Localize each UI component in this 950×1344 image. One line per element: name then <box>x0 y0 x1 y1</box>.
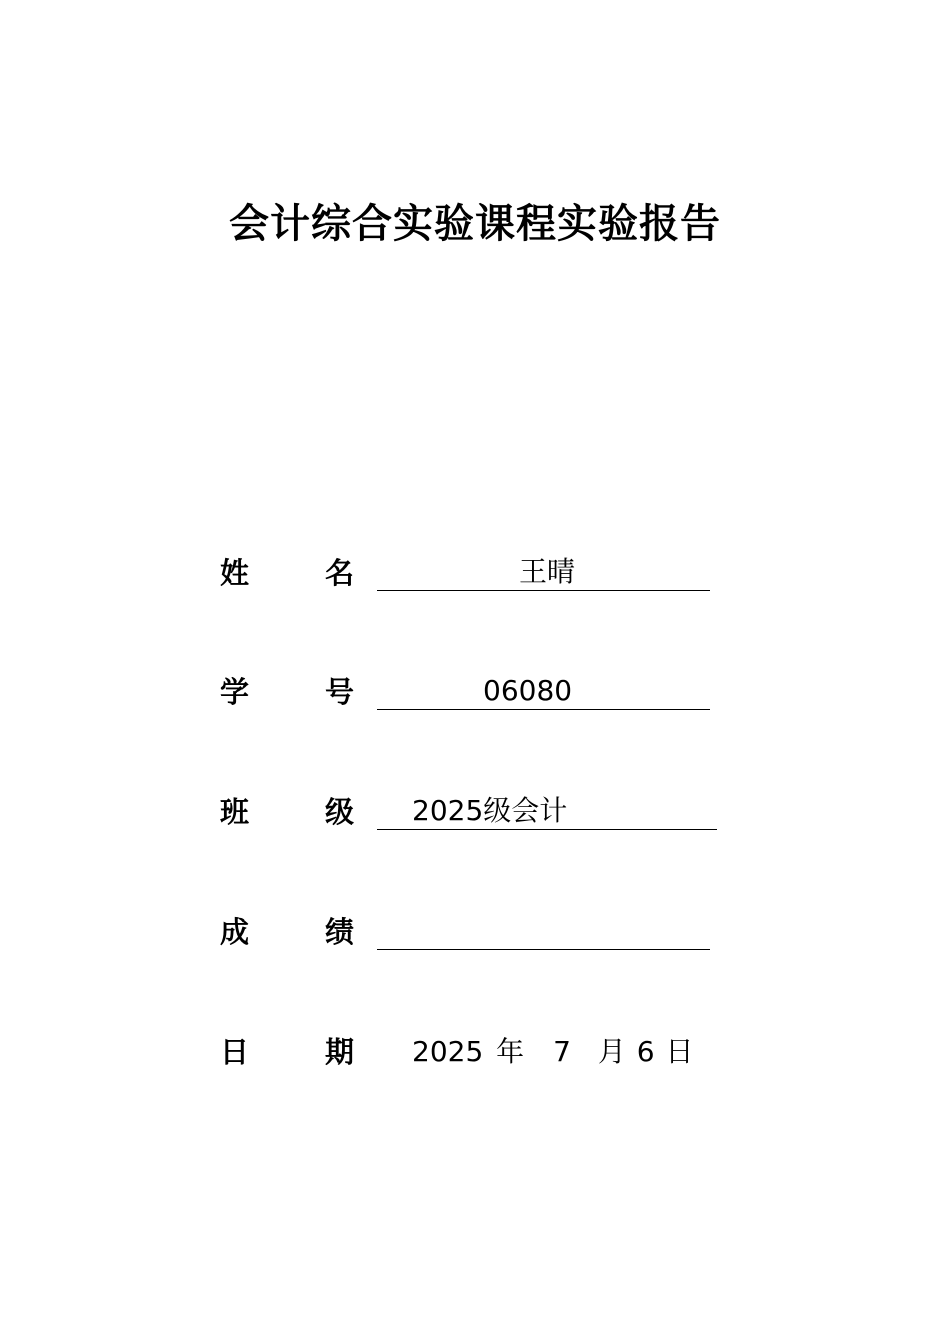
date-year-unit: 年 <box>496 1035 525 1068</box>
grade-label-2: 绩 <box>325 915 355 949</box>
student-id-label-2: 号 <box>325 675 355 709</box>
name-label-1: 姓 <box>220 556 250 590</box>
grade-field[interactable] <box>377 912 710 950</box>
date-label-1: 日 <box>220 1035 250 1069</box>
date-month-unit: 月 <box>597 1035 626 1068</box>
class-value: 2025级会计 <box>412 794 568 827</box>
class-field[interactable] <box>377 792 717 830</box>
class-label-2: 级 <box>325 795 355 829</box>
student-id-value: 06080 <box>483 674 573 707</box>
date-year: 2025 <box>412 1035 484 1068</box>
name-label-2: 名 <box>325 556 355 590</box>
name-value: 王晴 <box>519 555 576 588</box>
date-value <box>412 1032 694 1072</box>
student-id-label-1: 学 <box>220 675 250 709</box>
date-day-unit: 日 <box>665 1035 694 1068</box>
class-label-1: 班 <box>220 795 250 829</box>
name-field[interactable] <box>377 553 710 591</box>
grade-label-1: 成 <box>220 915 250 949</box>
date-day: 6 <box>636 1035 655 1068</box>
page-title: 会计综合实验课程实验报告 <box>229 201 721 247</box>
student-id-field[interactable] <box>377 672 710 710</box>
date-month: 7 <box>553 1035 571 1068</box>
date-label-2: 期 <box>325 1035 355 1069</box>
